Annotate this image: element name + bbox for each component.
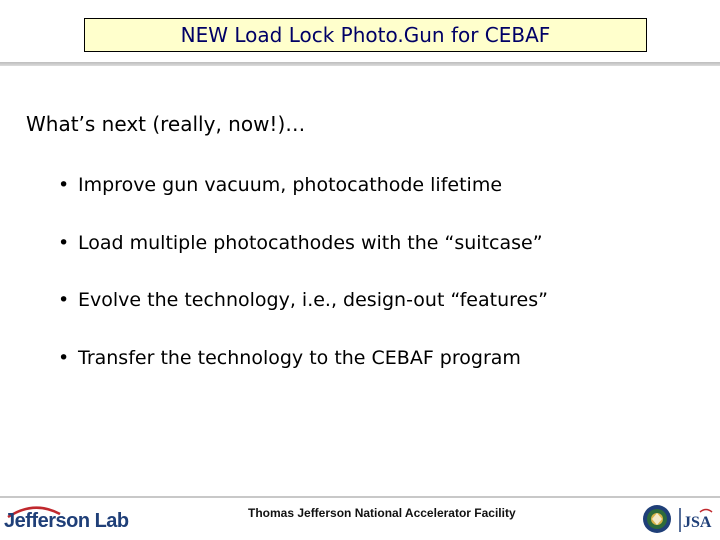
bullet-text: Transfer the technology to the CEBAF program [78,346,521,369]
list-item [58,343,548,401]
title-divider [0,62,720,66]
section-heading: What’s next (really, now!)… [26,112,306,136]
jsa-logo-icon [676,506,716,534]
bullet-text: Load multiple photocathodes with the “suitcase” [78,231,543,254]
jefferson-lab-logo: Jefferson Lab [4,510,129,532]
slide-title: NEW Load Lock Photo.Gun for CEBAF [84,18,647,52]
bullet-icon: • [58,174,70,196]
bullet-list [58,170,548,400]
list-item [58,170,548,228]
bullet-text: Improve gun vacuum, photocathode lifetime [78,174,503,196]
bullet-icon: • [58,231,70,254]
slide-footer [0,496,720,540]
bullet-text: Evolve the technology, i.e., design-out “features” [78,289,548,311]
jsa-text: JSA [683,514,712,531]
list-item [58,285,548,343]
doe-seal-icon [642,504,672,534]
list-item [58,228,548,286]
footer-divider [0,496,720,498]
bullet-icon: • [58,346,70,369]
bullet-icon: • [58,289,70,311]
lab-name: Thomas Jefferson National Accelerator Facility [248,506,516,520]
